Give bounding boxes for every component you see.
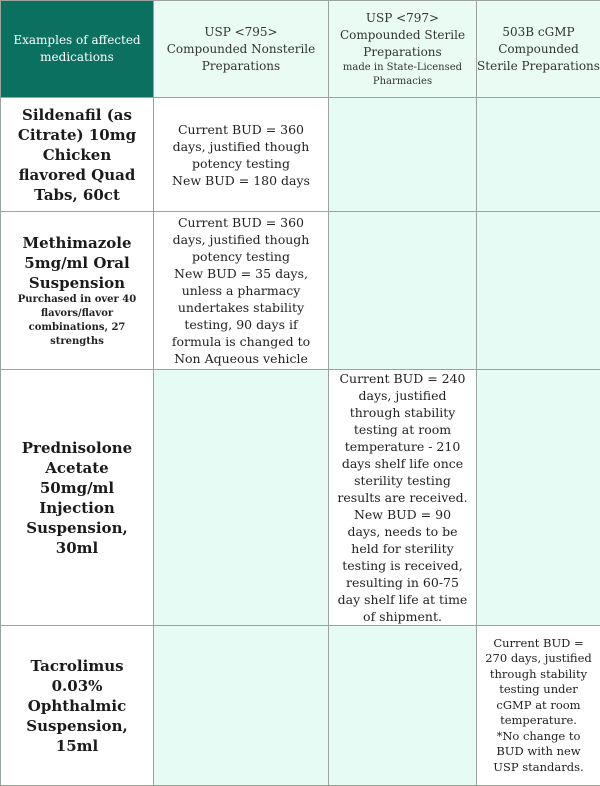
header-usp-795-title: Compounded Nonsterile Preparations bbox=[154, 41, 328, 75]
cgmp-503b-cell bbox=[477, 626, 600, 786]
medication-cell bbox=[1, 626, 154, 786]
header-row bbox=[1, 1, 600, 98]
new-bud: New BUD = 180 days bbox=[164, 172, 318, 189]
current-bud: Current BUD = 360 days, justified though potency testing bbox=[164, 121, 318, 172]
cgmp-503b-cell bbox=[477, 212, 600, 370]
header-usp-795-code: USP <795> bbox=[154, 24, 328, 41]
medication-cell bbox=[1, 370, 154, 626]
header-usp-797-title: Compounded Sterile Preparations bbox=[329, 27, 476, 61]
usp-797-cell bbox=[329, 212, 477, 370]
current-bud: Current BUD = 360 days, justified though potency testing bbox=[164, 214, 318, 265]
bud-note: *No change to BUD with new USP standards. bbox=[483, 729, 594, 776]
usp-795-cell bbox=[154, 212, 329, 370]
current-bud: Current BUD = 270 days, justified through stability testing under cGMP at room temperature. bbox=[483, 636, 594, 729]
medication-name: Sildenafil (as Citrate) 10mg Chicken flavored Quad Tabs, 60ct bbox=[18, 106, 136, 204]
header-503b-title: Compounded Sterile Preparations bbox=[477, 41, 600, 75]
new-bud: New BUD = 35 days, unless a pharmacy undertakes stability testing, 90 days if formula is changed to Non Aqueous vehicle bbox=[164, 265, 318, 367]
header-usp-797-note: made in State-Licensed Pharmacies bbox=[329, 61, 476, 89]
medication-name: Methimazole 5mg/ml Oral Suspension bbox=[9, 233, 145, 293]
usp-795-cell bbox=[154, 370, 329, 626]
header-usp-797-code: USP <797> bbox=[329, 10, 476, 27]
header-usp-797 bbox=[329, 1, 477, 98]
usp-795-cell bbox=[154, 98, 329, 212]
usp-797-cell bbox=[329, 98, 477, 212]
medication-cell bbox=[1, 212, 154, 370]
table-row bbox=[1, 370, 600, 626]
header-usp-795 bbox=[154, 1, 329, 98]
usp-795-cell bbox=[154, 626, 329, 786]
medication-name: Tacrolimus 0.03% Ophthalmic Suspension, 15ml bbox=[26, 657, 127, 755]
header-503b-code: 503B cGMP bbox=[477, 24, 600, 41]
medication-subtitle: Purchased in over 40 flavors/flavor combinations, 27 strengths bbox=[9, 293, 145, 349]
table-row bbox=[1, 98, 600, 212]
header-medications bbox=[1, 1, 154, 98]
usp-797-cell bbox=[329, 626, 477, 786]
table-row bbox=[1, 212, 600, 370]
usp-797-cell bbox=[329, 370, 477, 626]
header-503b bbox=[477, 1, 600, 98]
header-medications-label: Examples of affected medications bbox=[13, 33, 140, 64]
medication-cell bbox=[1, 98, 154, 212]
new-bud: New BUD = 90 days, needs to be held for sterility testing is received, resulting in 60-75 day shelf life at time of shipment. bbox=[337, 506, 468, 625]
cgmp-503b-cell bbox=[477, 370, 600, 626]
cgmp-503b-cell bbox=[477, 98, 600, 212]
current-bud: Current BUD = 240 days, justified through stability testing at room temperature - 210 days shelf life once sterility testing results are received. bbox=[337, 370, 468, 506]
table-row bbox=[1, 626, 600, 786]
medication-name: Prednisolone Acetate 50mg/ml Injection Suspension, 30ml bbox=[22, 439, 132, 557]
